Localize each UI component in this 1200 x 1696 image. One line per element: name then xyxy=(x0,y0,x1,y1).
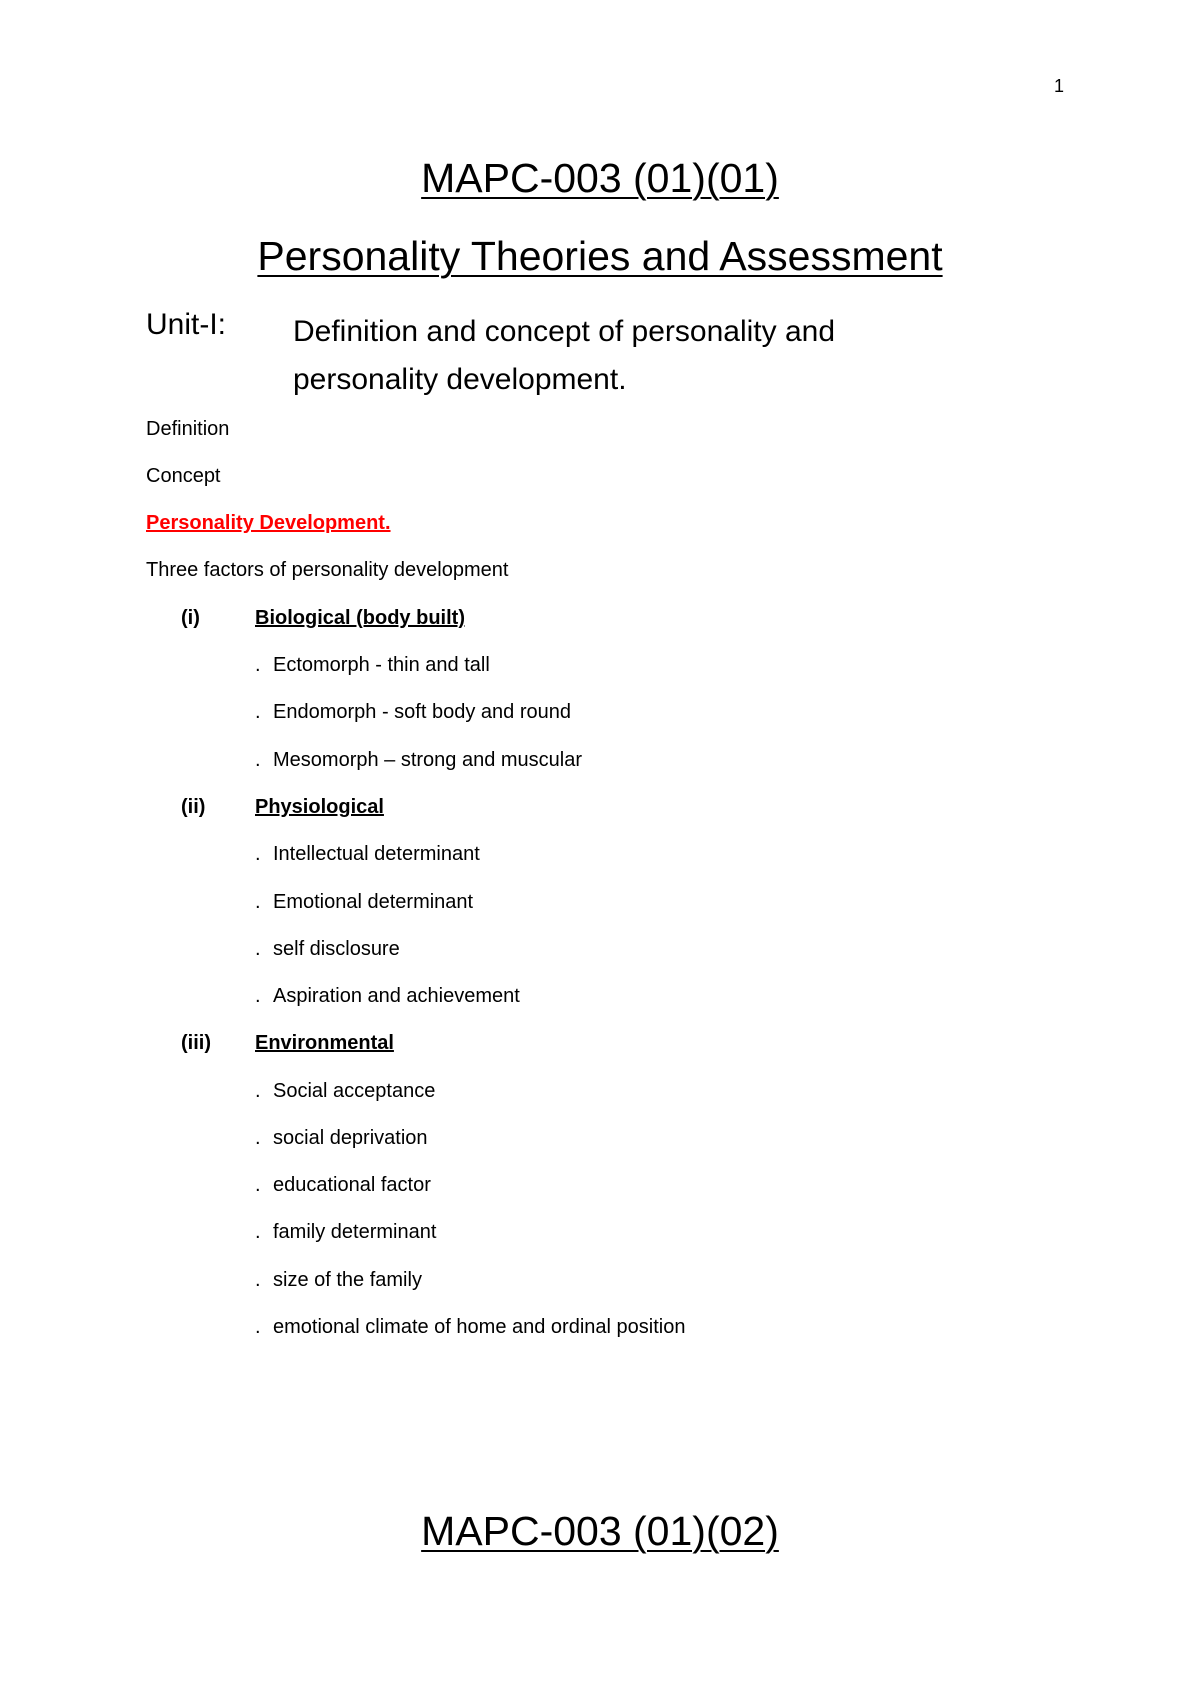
definition-label: Definition xyxy=(146,418,230,440)
list-item xyxy=(255,1080,435,1103)
bullet-mark: . xyxy=(255,1269,261,1291)
bullet-mark: . xyxy=(255,1174,261,1196)
list-item-text: Emotional determinant xyxy=(273,891,474,913)
bullet-mark: . xyxy=(255,749,261,771)
list-item-text: social deprivation xyxy=(273,1127,428,1149)
bullet-mark: . xyxy=(255,938,261,960)
course-code-heading: MAPC-003 (01)(01) xyxy=(421,155,779,201)
list-item-text: family determinant xyxy=(273,1221,437,1243)
list-item-text: Social acceptance xyxy=(273,1080,436,1102)
list-item xyxy=(255,985,520,1008)
list-item-text: Intellectual determinant xyxy=(273,843,480,865)
bullet-mark: . xyxy=(255,985,261,1007)
course-title-heading: Personality Theories and Assessment xyxy=(257,233,943,279)
list-item xyxy=(255,749,582,772)
list-item-text: Endomorph - soft body and round xyxy=(273,701,571,723)
list-item-text: size of the family xyxy=(273,1269,422,1291)
factor-numeral-1: (i) xyxy=(181,607,200,629)
list-item-text: Aspiration and achievement xyxy=(273,985,520,1007)
unit-description-line-1: Definition and concept of personality and xyxy=(293,315,836,348)
list-item xyxy=(255,843,480,866)
bullet-mark: . xyxy=(255,654,261,676)
unit-description-line-2: personality development. xyxy=(293,363,627,396)
factors-intro: Three factors of personality development xyxy=(146,559,509,581)
section-heading-personality-development: Personality Development. xyxy=(146,512,391,534)
list-item-text: Mesomorph – strong and muscular xyxy=(273,749,583,771)
list-item-text: self disclosure xyxy=(273,938,400,960)
list-item xyxy=(255,938,400,961)
concept-label: Concept xyxy=(146,465,221,487)
page-number: 1 xyxy=(1054,76,1065,96)
bullet-mark: . xyxy=(255,891,261,913)
list-item-text: educational factor xyxy=(273,1174,431,1196)
unit-description xyxy=(293,308,933,404)
factor-title-biological: Biological (body built) xyxy=(255,607,465,629)
bullet-mark: . xyxy=(255,1080,261,1102)
factor-numeral-3: (iii) xyxy=(181,1032,211,1054)
list-item-text: emotional climate of home and ordinal position xyxy=(273,1316,686,1338)
bullet-mark: . xyxy=(255,843,261,865)
factor-numeral-2: (ii) xyxy=(181,796,206,818)
list-item xyxy=(255,701,571,724)
list-item xyxy=(255,891,473,914)
list-item-text: Ectomorph - thin and tall xyxy=(273,654,490,676)
list-item xyxy=(255,654,490,677)
list-item xyxy=(255,1269,422,1292)
bullet-mark: . xyxy=(255,1316,261,1338)
factor-title-physiological: Physiological xyxy=(255,796,384,818)
bullet-mark: . xyxy=(255,701,261,723)
list-item xyxy=(255,1221,436,1244)
factor-title-environmental: Environmental xyxy=(255,1032,394,1054)
bullet-mark: . xyxy=(255,1221,261,1243)
list-item xyxy=(255,1127,428,1150)
list-item xyxy=(255,1174,431,1197)
course-code-heading-2: MAPC-003 (01)(02) xyxy=(421,1508,779,1554)
bullet-mark: . xyxy=(255,1127,261,1149)
list-item xyxy=(255,1316,685,1339)
unit-label: Unit-I: xyxy=(146,308,227,341)
